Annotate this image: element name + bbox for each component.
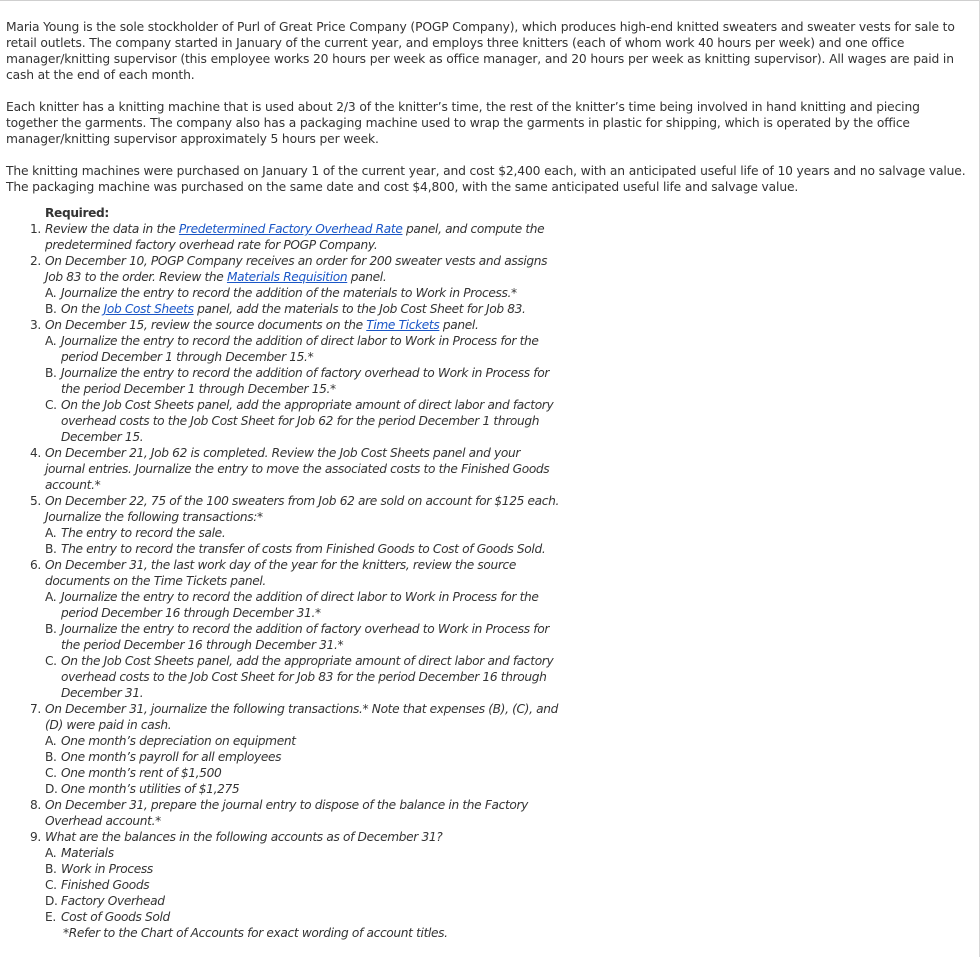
sub-item-text: One month’s rent of $1,500: [61, 766, 222, 780]
sub-item-letter: C.: [45, 398, 57, 412]
time-tickets-link[interactable]: Time Tickets: [366, 318, 440, 332]
sub-item: [30, 301, 560, 317]
item-text: On December 31, prepare the journal entry to dispose of the balance in the Factory Overhead account.*: [45, 798, 529, 828]
item-text: [45, 317, 478, 333]
item-text: [45, 221, 560, 253]
sub-item-text: Journalize the entry to record the addition of the materials to Work in Process.*: [61, 286, 517, 300]
sub-item-text: The entry to record the sale.: [61, 526, 226, 540]
item-text: What are the balances in the following accounts as of December 31?: [45, 830, 443, 844]
item-number: 5.: [30, 494, 41, 508]
sub-item-letter: B.: [45, 366, 57, 380]
sub-item-letter: D.: [45, 894, 58, 908]
item-number: 2.: [30, 254, 41, 268]
sub-item-text: Finished Goods: [61, 878, 150, 892]
sub-item-text: Work in Process: [61, 862, 153, 876]
sub-item: [30, 525, 560, 541]
intro-paragraph-company: Maria Young is the sole stockholder of Purl of Great Price Company (POGP Company), which produces high-end knitted sweaters and sweater vests for sale to retail outlets. The company started in January of the current year, and employs three knitters (each of whom work 40 hours per week) and one office manager/knitting supervisor (this employee works 20 hours per week as office manager, and 20 hours per week as knitting supervisor). All wages are paid in cash at the end of each month.: [6, 20, 955, 82]
item-text-part: panel, and compute the predetermined factory overhead rate for POGP Company.: [45, 222, 545, 252]
sub-item: [30, 861, 560, 877]
sub-item: [30, 365, 560, 397]
item-text-part: panel.: [439, 318, 479, 332]
item-number: 7.: [30, 702, 41, 716]
sub-item-text: On the Job Cost Sheets panel, add the appropriate amount of direct labor and factory overhead costs to the Job Cost Sheet for Job 62 for the period December 1 through December 15.: [61, 398, 554, 444]
sub-item: [30, 621, 560, 653]
sub-item-text-part: panel, add the materials to the Job Cost Sheet for Job 83.: [193, 302, 526, 316]
item-text: On December 21, Job 62 is completed. Review the Job Cost Sheets panel and your journal entries. Journalize the entry to move the associated costs to the Finished Goods account.*: [45, 446, 550, 492]
list-item: [30, 253, 560, 285]
sub-item-text: Materials: [61, 846, 114, 860]
list-item: [30, 701, 560, 733]
item-number: 8.: [30, 798, 41, 812]
sub-item-text: Factory Overhead: [61, 894, 165, 908]
item-number: 3.: [30, 318, 41, 332]
sub-item-letter: A.: [45, 286, 57, 300]
sub-item-letter: B.: [45, 542, 57, 556]
sub-item-text: Journalize the entry to record the addition of direct labor to Work in Process for the period December 1 through December 15.*: [61, 334, 539, 364]
sub-item-letter: A.: [45, 526, 57, 540]
footnote: *Refer to the Chart of Accounts for exact wording of account titles.: [63, 926, 448, 940]
list-item: [30, 557, 560, 589]
item-text: On December 31, journalize the following transactions.* Note that expenses (B), (C), and (D) were paid in cash.: [45, 702, 559, 732]
sub-item: [30, 893, 560, 909]
list-item: [30, 221, 560, 253]
sub-item-letter: E.: [45, 910, 56, 924]
item-text-part: On December 15, review the source documents on the: [45, 318, 367, 332]
sub-item-text: One month’s utilities of $1,275: [61, 782, 240, 796]
sub-item-letter: D.: [45, 782, 58, 796]
sub-item-text-part: On the: [61, 302, 104, 316]
sub-item-text: Journalize the entry to record the addition of factory overhead to Work in Process for the period December 16 through December 31.*: [61, 622, 549, 652]
sub-item: [30, 733, 560, 749]
sub-item-text: Journalize the entry to record the addition of direct labor to Work in Process for the period December 16 through December 31.*: [61, 590, 539, 620]
sub-item: [30, 589, 560, 621]
list-item: [30, 797, 560, 829]
sub-item-letter: A.: [45, 590, 57, 604]
top-border: [0, 0, 980, 1]
sub-item-text: The entry to record the transfer of costs from Finished Goods to Cost of Goods Sold.: [61, 542, 546, 556]
required-list: [30, 205, 560, 941]
sub-item-text: One month’s depreciation on equipment: [61, 734, 296, 748]
sub-item-text: [61, 301, 526, 317]
sub-item: [30, 877, 560, 893]
sub-item-letter: A.: [45, 334, 57, 348]
item-text-part: panel.: [347, 270, 387, 284]
sub-item: [30, 285, 560, 301]
sub-item-letter: B.: [45, 622, 57, 636]
item-text: On December 22, 75 of the 100 sweaters from Job 62 are sold on account for $125 each. Journalize the following transactions:*: [45, 494, 560, 524]
item-number: 1.: [30, 222, 41, 236]
sub-item-letter: C.: [45, 654, 57, 668]
intro-paragraph-costs: The knitting machines were purchased on January 1 of the current year, and cost $2,400 each, with an anticipated useful life of 10 years and no salvage value. The packaging machine was purchased on the same date and cost $4,800, with the same anticipated useful life and salvage value.: [6, 164, 966, 194]
sub-item-text: On the Job Cost Sheets panel, add the appropriate amount of direct labor and factory overhead costs to the Job Cost Sheet for Job 83 for the period December 16 through December 31.: [61, 654, 554, 700]
sub-item-letter: B.: [45, 302, 57, 316]
item-number: 4.: [30, 446, 41, 460]
sub-item-text: Journalize the entry to record the addition of factory overhead to Work in Process for the period December 1 through December 15.*: [61, 366, 549, 396]
list-item: [30, 445, 560, 493]
item-number: 9.: [30, 830, 41, 844]
sub-item-letter: C.: [45, 766, 57, 780]
list-item: [30, 829, 560, 845]
intro-text: [6, 19, 974, 211]
item-number: 6.: [30, 558, 41, 572]
sub-item: [30, 541, 560, 557]
sub-item-letter: A.: [45, 734, 57, 748]
sub-item: [30, 909, 560, 925]
required-heading: Required:: [45, 206, 109, 220]
item-text: On December 31, the last work day of the year for the knitters, review the source documents on the Time Tickets panel.: [45, 558, 517, 588]
sub-item: [30, 765, 560, 781]
sub-item-letter: C.: [45, 878, 57, 892]
job-cost-sheets-link[interactable]: Job Cost Sheets: [103, 302, 194, 316]
materials-requisition-link[interactable]: Materials Requisition: [226, 270, 348, 284]
item-text-part: On December 10, POGP Company receives an order for 200 sweater vests and assigns Job 83 to the order. Review the: [45, 254, 548, 284]
list-item: [30, 317, 560, 333]
sub-item-letter: B.: [45, 862, 57, 876]
list-item: [30, 493, 560, 525]
item-text-part: Review the data in the: [45, 222, 179, 236]
sub-item: [30, 845, 560, 861]
sub-item-text: Cost of Goods Sold: [61, 910, 170, 924]
intro-paragraph-machines: Each knitter has a knitting machine that is used about 2/3 of the knitter’s time, the rest of the knitter’s time being involved in hand knitting and piecing together the garments. The company also has a packaging machine used to wrap the garments in plastic for shipping, which is operated by the office manager/knitting supervisor approximately 5 hours per week.: [6, 100, 920, 146]
predetermined-factory-overhead-rate-link[interactable]: Predetermined Factory Overhead Rate: [178, 222, 403, 236]
sub-item: [30, 397, 560, 445]
sub-item: [30, 333, 560, 365]
sub-item: [30, 781, 560, 797]
sub-item: [30, 749, 560, 765]
sub-item-text: One month’s payroll for all employees: [61, 750, 282, 764]
sub-item-letter: A.: [45, 846, 57, 860]
sub-item-letter: B.: [45, 750, 57, 764]
sub-item: [30, 653, 560, 701]
item-text: [45, 253, 560, 285]
